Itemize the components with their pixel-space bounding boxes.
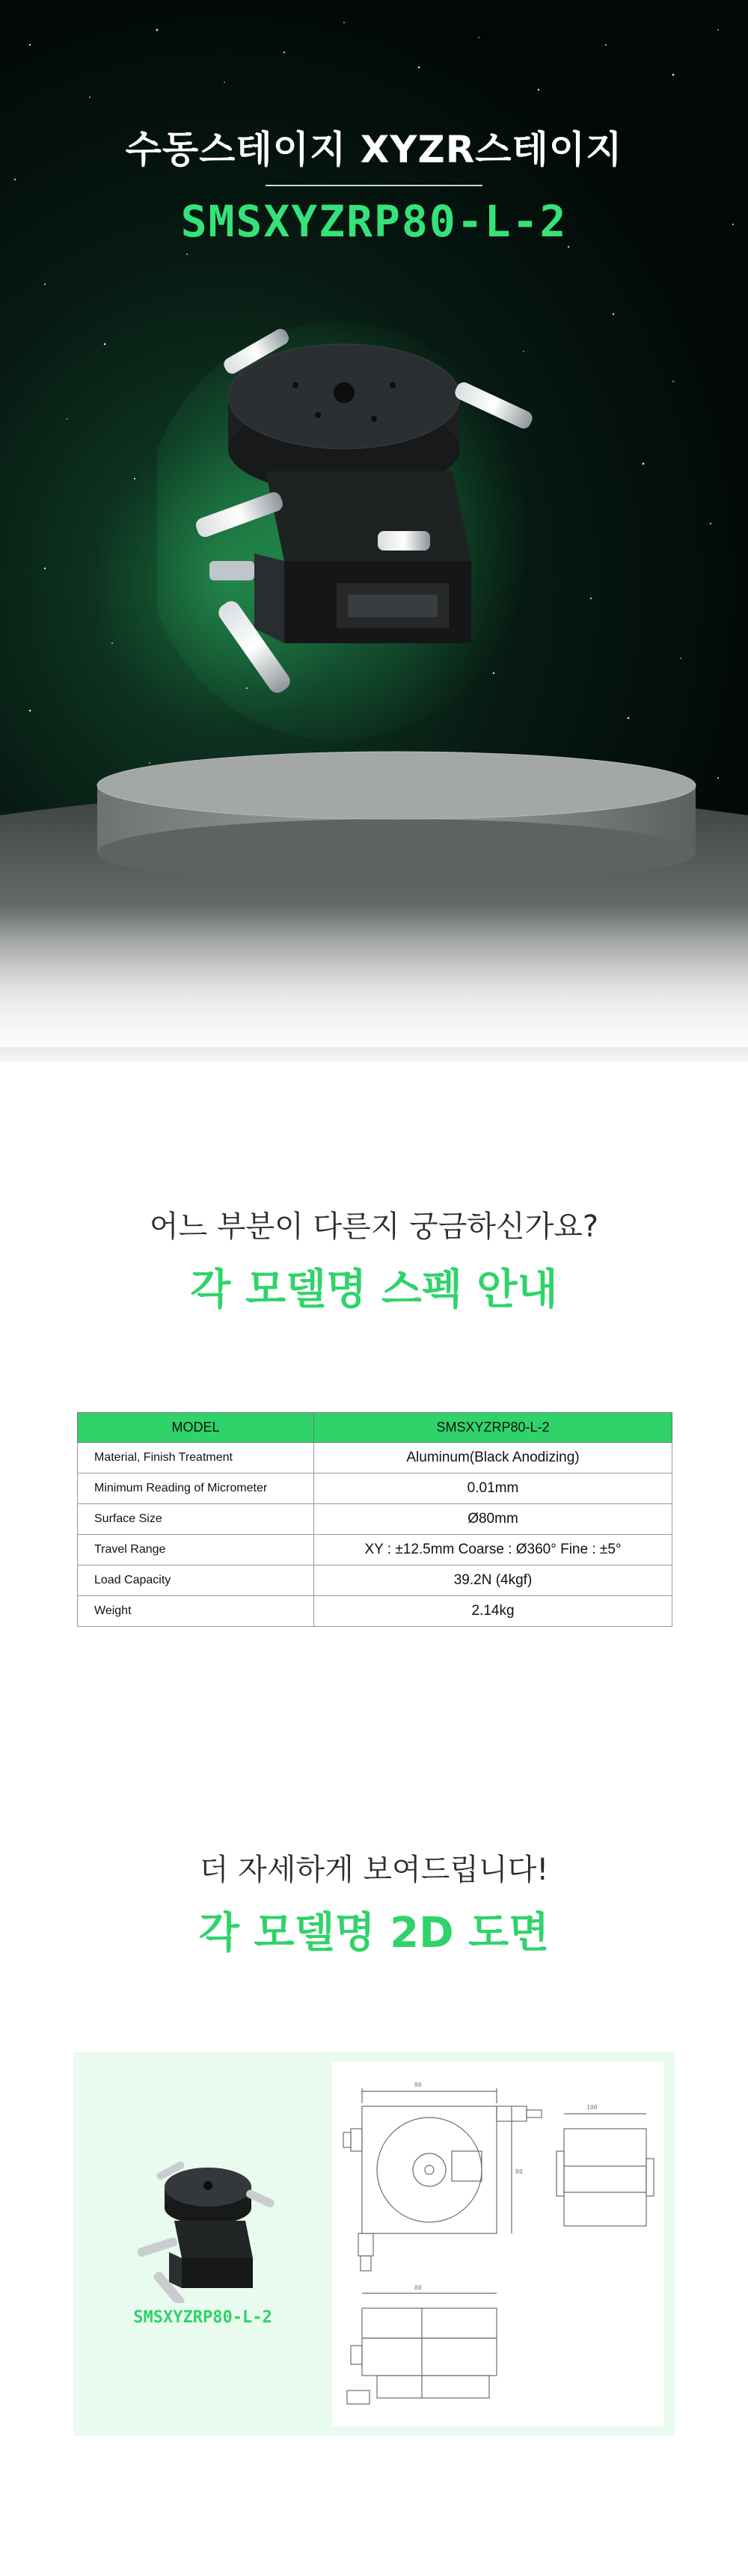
table-row <box>78 1565 672 1596</box>
drawing-panel <box>73 2052 675 2435</box>
spec-label: Travel Range <box>78 1535 314 1565</box>
2d-technical-drawing <box>332 2061 664 2426</box>
spec-header-label: MODEL <box>78 1413 314 1443</box>
spec-value: 2.14kg <box>314 1596 672 1627</box>
table-row <box>78 1504 672 1535</box>
table-row <box>78 1596 672 1627</box>
spec-label: Surface Size <box>78 1504 314 1535</box>
spec-header-value: SMSXYZRP80-L-2 <box>314 1413 672 1443</box>
spec-label: Material, Finish Treatment <box>78 1443 314 1473</box>
spec-label: Minimum Reading of Micrometer <box>78 1473 314 1504</box>
spec-headline: 각 모델명 스펙 안내 <box>190 1266 558 1314</box>
hero-title: 수동스테이지 XYZR스테이지 <box>125 128 623 171</box>
spec-value: 39.2N (4kgf) <box>314 1565 672 1596</box>
spec-value: Ø80mm <box>314 1504 672 1535</box>
hero-divider <box>266 185 482 186</box>
svg-text:80: 80 <box>414 2082 422 2088</box>
svg-text:80: 80 <box>515 2168 523 2175</box>
spec-label: Weight <box>78 1596 314 1627</box>
drawing-headline: 각 모델명 2D 도면 <box>198 1909 550 1957</box>
spec-value: XY : ±12.5mm Coarse : Ø360° Fine : ±5° <box>314 1535 672 1565</box>
svg-text:100: 100 <box>586 2104 598 2111</box>
spec-value: Aluminum(Black Anodizing) <box>314 1443 672 1473</box>
drawing-model-label: SMSXYZRP80-L-2 <box>133 2308 272 2327</box>
hero-model-name: SMSXYZRP80-L-2 <box>180 196 568 247</box>
spec-table-header <box>78 1413 672 1443</box>
spec-table <box>77 1412 672 1627</box>
hero-fade <box>0 905 748 1062</box>
table-row <box>78 1473 672 1504</box>
spec-subtitle: 어느 부분이 다른지 궁금하신가요? <box>149 1209 599 1244</box>
spec-value: 0.01mm <box>314 1473 672 1504</box>
svg-text:80: 80 <box>414 2284 422 2291</box>
drawing-subtitle: 더 자세하게 보여드립니다! <box>199 1853 549 1887</box>
hero-banner <box>0 0 748 1062</box>
table-row <box>78 1443 672 1473</box>
spec-label: Load Capacity <box>78 1565 314 1596</box>
stage-thumbnail-image <box>133 2153 275 2303</box>
xyzr-stage-product-image <box>157 314 546 748</box>
table-row <box>78 1535 672 1565</box>
